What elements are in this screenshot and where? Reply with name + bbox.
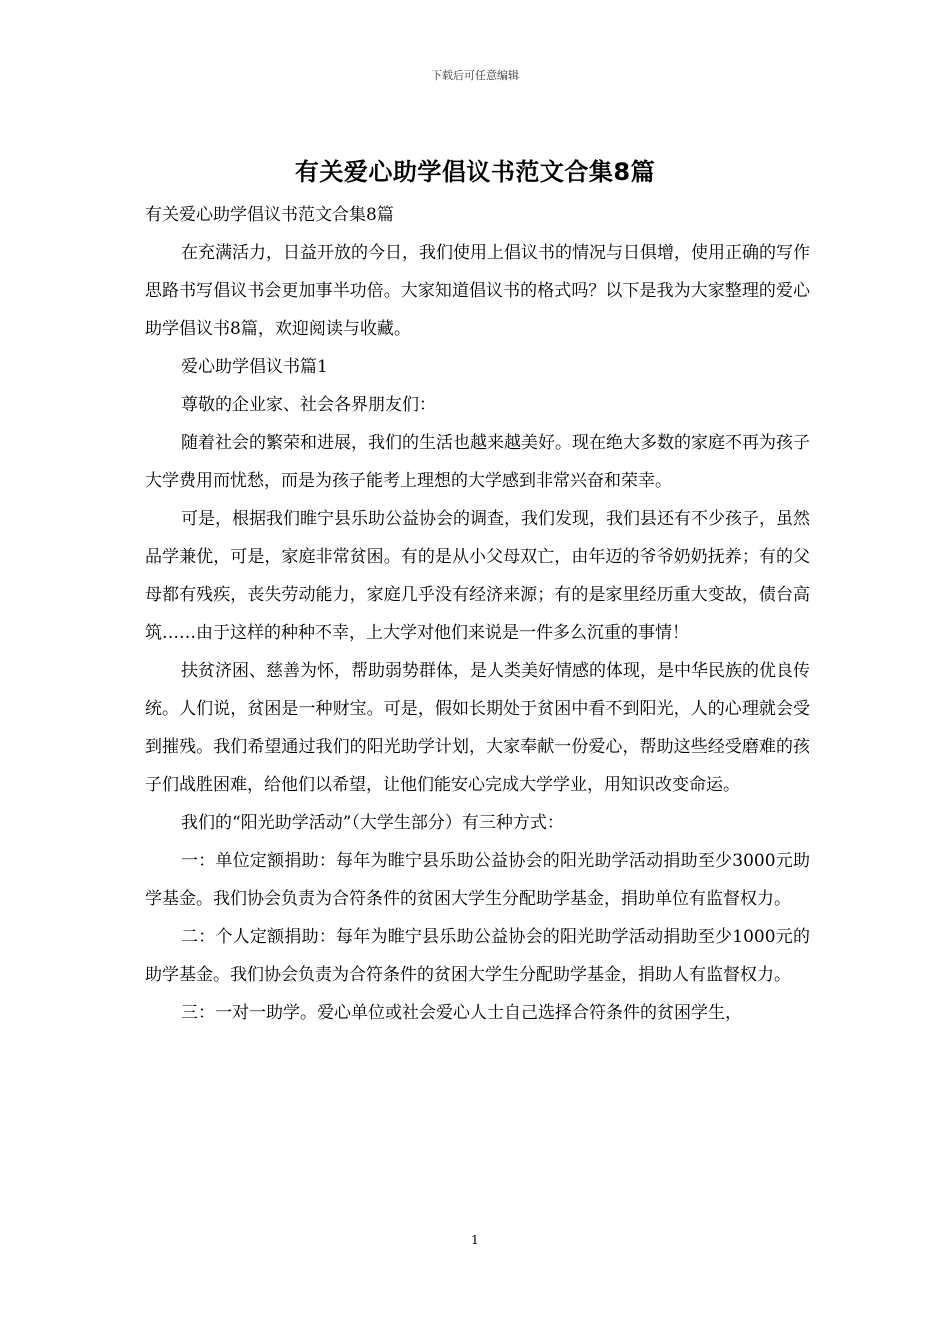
paragraph: 我们的“阳光助学活动”（大学生部分）有三种方式： [181, 813, 564, 833]
paragraph-section-heading: 爱心助学倡议书篇1 [181, 357, 328, 377]
document-title: 有关爱心助学倡议书范文合集8篇 [294, 158, 656, 186]
paragraph-subtitle: 有关爱心助学倡议书范文合集8篇 [145, 205, 394, 225]
document-body [145, 196, 810, 1032]
paragraph: 扶贫济困、慈善为怀，帮助弱势群体，是人类美好情感的体现，是中华民族的优良传统。人们说，贫困是一种财宝。可是，假如长期处于贫困中看不到阳光，人的心理就会受到摧残。我们希望通过我们的阳光助学计划，大家奉献一份爱心，帮助这些经受磨难的孩子们战胜困难，给他们以希望，让他们能安心完成大学学业，用知识改变命运。 [145, 661, 810, 795]
header-note: 下载后可任意编辑 [431, 69, 519, 82]
paragraph-method-1: 一：单位定额捐助：每年为睢宁县乐助公益协会的阳光助学活动捐助至少3000元助学基金。我们协会负责为合符条件的贫困大学生分配助学基金，捐助单位有监督权力。 [145, 851, 810, 909]
paragraph: 随着社会的繁荣和进展，我们的生活也越来越美好。现在绝大多数的家庭不再为孩子大学费用而忧愁，而是为孩子能考上理想的大学感到非常兴奋和荣幸。 [145, 433, 810, 491]
paragraph-method-2: 二：个人定额捐助：每年为睢宁县乐助公益协会的阳光助学活动捐助至少1000元的助学基金。我们协会负责为合符条件的贫困大学生分配助学基金，捐助人有监督权力。 [145, 927, 810, 985]
page-number: 1 [471, 1233, 479, 1247]
paragraph-method-3: 三：一对一助学。爱心单位或社会爱心人士自己选择合符条件的贫困学生， [181, 1003, 742, 1023]
paragraph-intro: 在充满活力，日益开放的今日，我们使用上倡议书的情况与日俱增，使用正确的写作思路书写倡议书会更加事半功倍。大家知道倡议书的格式吗？以下是我为大家整理的爱心助学倡议书8篇，欢迎阅读与收藏。 [145, 243, 810, 339]
paragraph-salutation: 尊敬的企业家、社会各界朋友们： [181, 395, 436, 415]
paragraph: 可是，根据我们睢宁县乐助公益协会的调查，我们发现，我们县还有不少孩子，虽然品学兼优，可是，家庭非常贫困。有的是从小父母双亡，由年迈的爷爷奶奶抚养；有的父母都有残疾，丧失劳动能力，家庭几乎没有经济来源；有的是家里经历重大变故，债台高筑……由于这样的种种不幸，上大学对他们来说是一件多么沉重的事情！ [145, 509, 810, 643]
